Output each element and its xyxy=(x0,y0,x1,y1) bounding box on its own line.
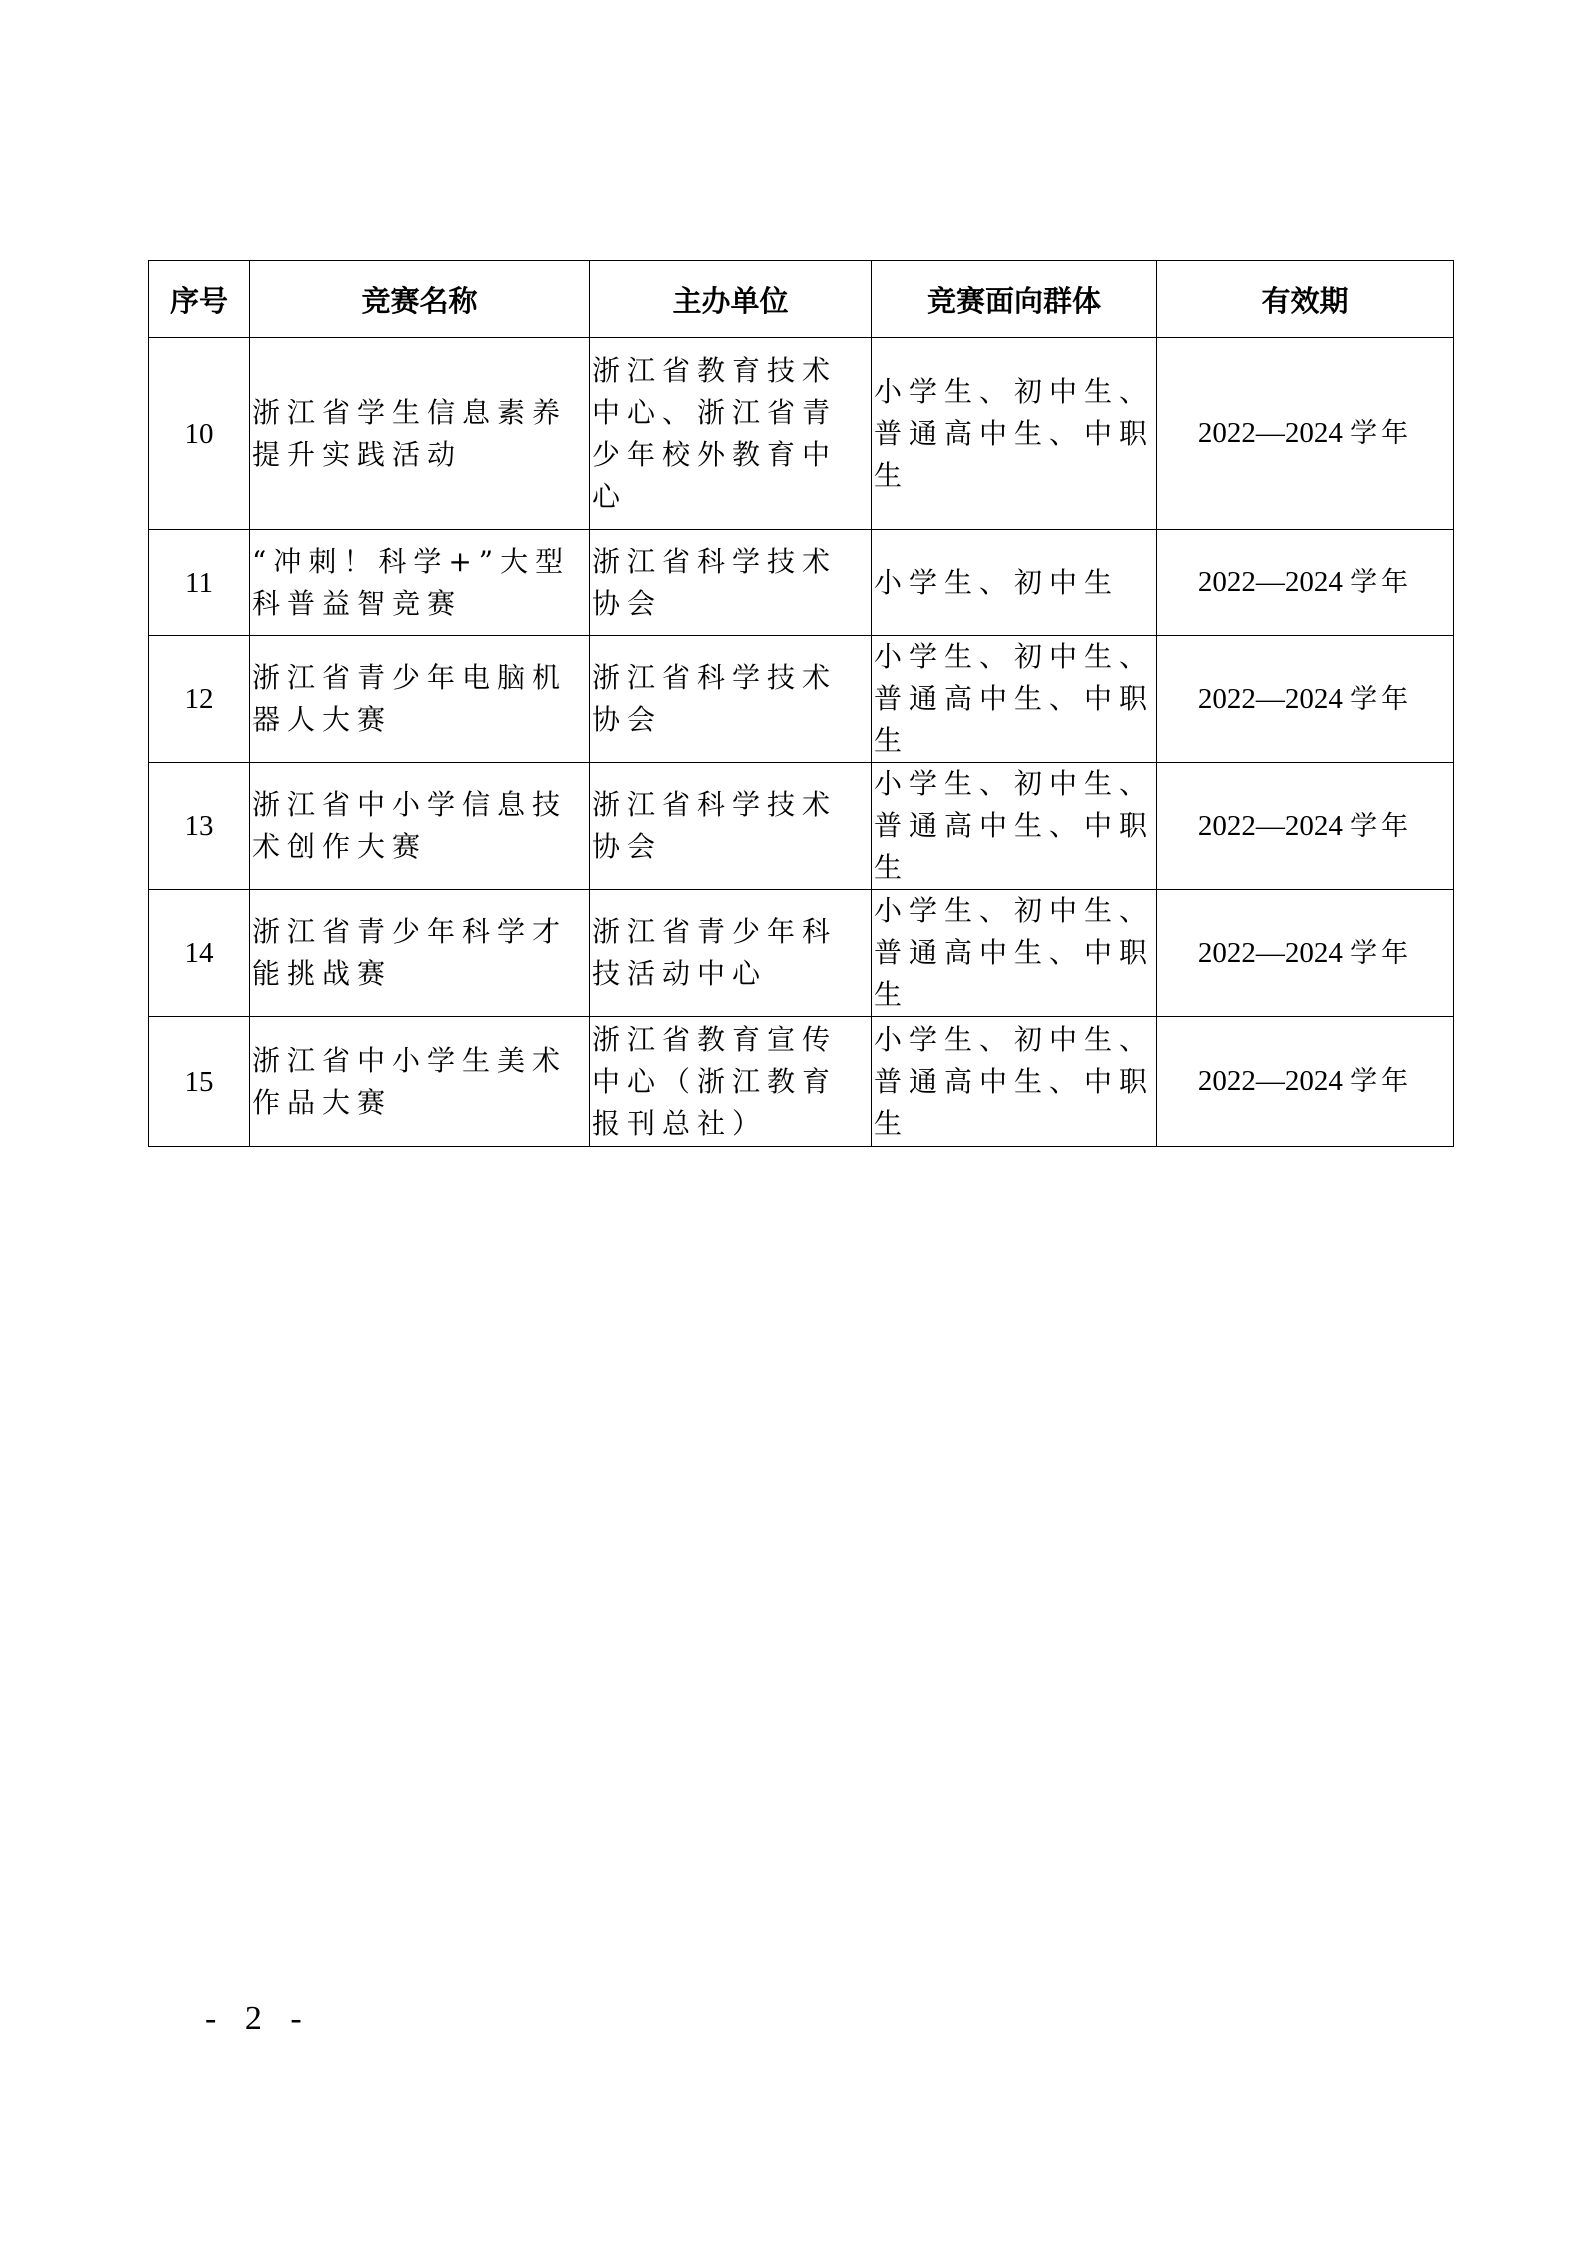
header-no: 序号 xyxy=(149,261,250,338)
row-number: 10 xyxy=(149,338,250,530)
period-unit: 学年 xyxy=(1350,567,1413,598)
period-years: 2022—2024 xyxy=(1197,1065,1343,1097)
competition-name: 浙江省青少年电脑机器人大赛 xyxy=(250,636,590,763)
period-years: 2022—2024 xyxy=(1197,936,1343,969)
page-number: - 2 - xyxy=(205,2000,312,2037)
table-row xyxy=(149,338,1454,530)
period-years: 2022—2024 xyxy=(1197,809,1343,842)
audience: 小学生、初中生 xyxy=(872,530,1157,636)
audience: 小学生、初中生、普通高中生、中职生 xyxy=(872,636,1157,763)
period-years: 2022—2024 xyxy=(1197,682,1343,715)
organizer: 浙江省科学技术协会 xyxy=(590,636,872,763)
header-organizer: 主办单位 xyxy=(590,261,872,338)
header-period: 有效期 xyxy=(1157,261,1454,338)
organizer: 浙江省科学技术协会 xyxy=(590,530,872,636)
competition-name: 浙江省中小学信息技术创作大赛 xyxy=(250,763,590,890)
validity-period xyxy=(1157,530,1454,636)
period-years: 2022—2024 xyxy=(1197,566,1343,598)
row-number: 15 xyxy=(149,1017,250,1147)
audience: 小学生、初中生、普通高中生、中职生 xyxy=(872,338,1157,530)
organizer: 浙江省教育宣传中心（浙江教育报刊总社） xyxy=(590,1017,872,1147)
table-header-row xyxy=(149,261,1454,338)
row-number: 12 xyxy=(149,636,250,763)
validity-period xyxy=(1157,636,1454,763)
table-row xyxy=(149,530,1454,636)
competition-name: 浙江省青少年科学才能挑战赛 xyxy=(250,890,590,1017)
organizer: 浙江省青少年科技活动中心 xyxy=(590,890,872,1017)
table-row xyxy=(149,763,1454,890)
audience: 小学生、初中生、普通高中生、中职生 xyxy=(872,763,1157,890)
competition-name: 浙江省学生信息素养提升实践活动 xyxy=(250,338,590,530)
table-row xyxy=(149,890,1454,1017)
audience: 小学生、初中生、普通高中生、中职生 xyxy=(872,890,1157,1017)
organizer: 浙江省科学技术协会 xyxy=(590,763,872,890)
period-years: 2022—2024 xyxy=(1197,417,1343,449)
period-unit: 学年 xyxy=(1350,418,1413,449)
table-row xyxy=(149,636,1454,763)
row-number: 11 xyxy=(149,530,250,636)
row-number: 13 xyxy=(149,763,250,890)
organizer: 浙江省教育技术中心、浙江省青少年校外教育中心 xyxy=(590,338,872,530)
header-audience: 竞赛面向群体 xyxy=(872,261,1157,338)
validity-period xyxy=(1157,1017,1454,1147)
period-unit: 学年 xyxy=(1350,683,1413,715)
period-unit: 学年 xyxy=(1350,1066,1413,1097)
audience: 小学生、初中生、普通高中生、中职生 xyxy=(872,1017,1157,1147)
validity-period xyxy=(1157,763,1454,890)
table-row xyxy=(149,1017,1454,1147)
competition-name: “冲刺！科学+”大型科普益智竞赛 xyxy=(250,530,590,636)
row-number: 14 xyxy=(149,890,250,1017)
competition-name: 浙江省中小学生美术作品大赛 xyxy=(250,1017,590,1147)
validity-period xyxy=(1157,890,1454,1017)
competition-table xyxy=(148,260,1454,1147)
period-unit: 学年 xyxy=(1350,937,1413,969)
validity-period xyxy=(1157,338,1454,530)
header-name: 竞赛名称 xyxy=(250,261,590,338)
period-unit: 学年 xyxy=(1350,810,1413,842)
